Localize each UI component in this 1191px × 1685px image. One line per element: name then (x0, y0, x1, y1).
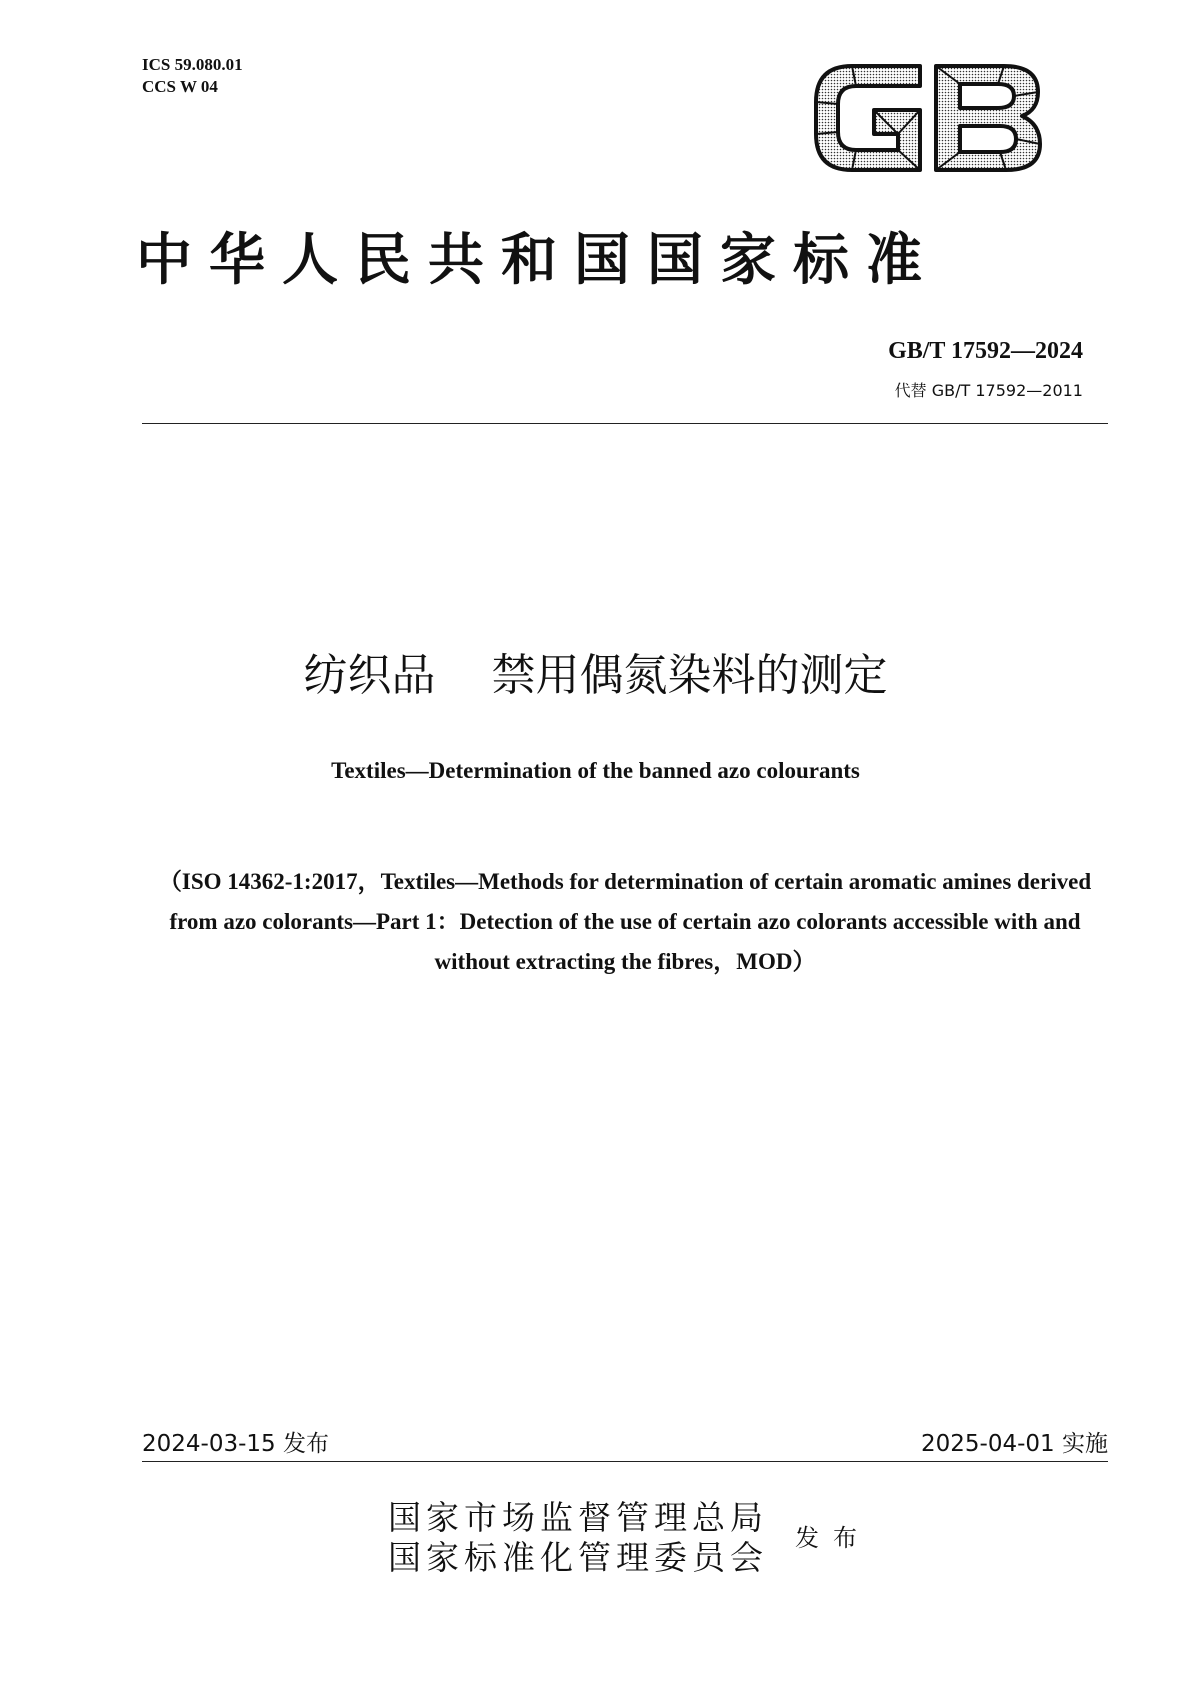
gb-logo-icon (812, 58, 1044, 178)
issue-date: 2024-03-15 发布 (142, 1431, 329, 1457)
replaces-standard: 代替 GB/T 17592—2011 (894, 381, 1083, 400)
english-title: Textiles—Determination of the banned azo colourants (331, 758, 860, 783)
issuer-line-1: 国家市场监督管理总局 (388, 1498, 768, 1537)
ics-code: ICS 59.080.01 (142, 55, 243, 74)
issuing-authorities (388, 1498, 768, 1578)
issuer-line-2: 国家标准化管理委员会 (388, 1538, 768, 1577)
chinese-title: 纺织品 禁用偶氮染料的测定 (303, 650, 888, 701)
classification-codes (142, 54, 243, 98)
implementation-date: 2025-04-01 实施 (921, 1431, 1108, 1457)
header-divider (142, 423, 1108, 424)
standard-number: GB/T 17592—2024 (888, 338, 1083, 364)
publish-label: 发布 (795, 1524, 871, 1552)
ccs-code: CCS W 04 (142, 77, 218, 96)
standard-type-title: 中华人民共和国国家标准 (136, 227, 939, 293)
iso-reference: （ISO 14362-1:2017，Textiles—Methods for determination of certain aromatic amines derived from azo colorants—Part 1：Detection of the use of certain azo colorants accessible with and without extracting the fibres，MOD） (158, 869, 1092, 974)
footer-divider (142, 1461, 1108, 1462)
